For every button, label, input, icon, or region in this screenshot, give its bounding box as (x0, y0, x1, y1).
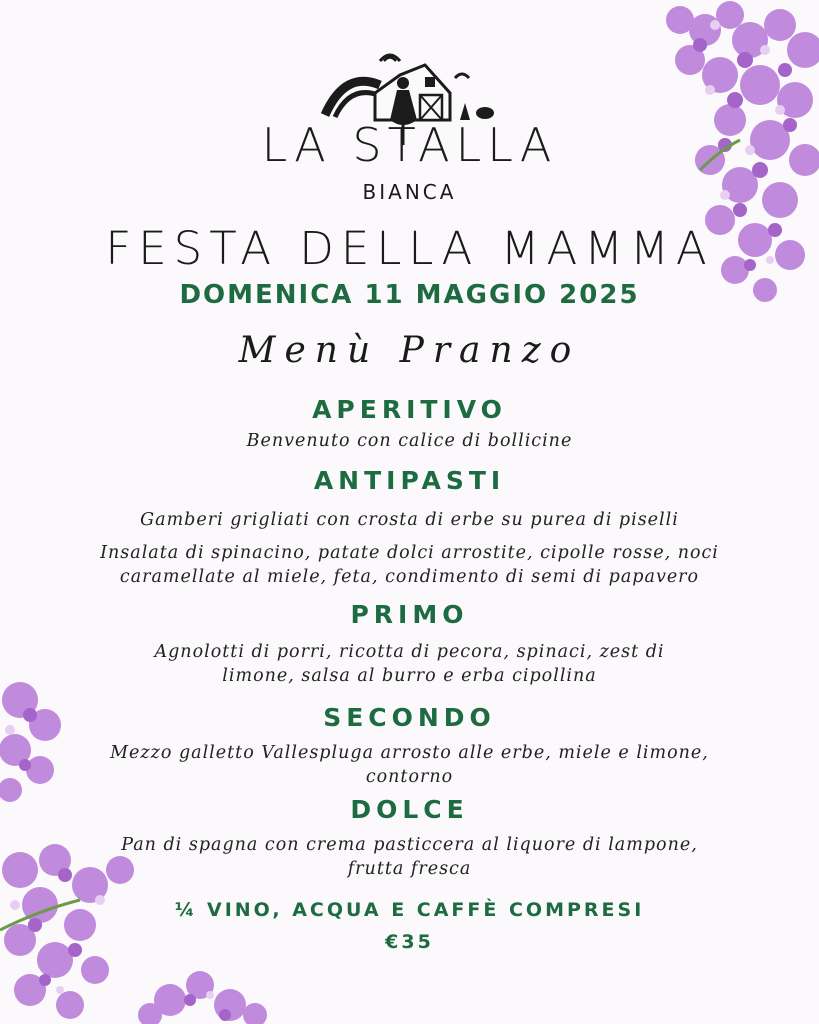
section-secondo (0, 703, 819, 789)
dish-line: Mezzo galletto Vallespluga arrosto alle erbe, miele e limone, (110, 743, 709, 763)
price: €35 (385, 931, 434, 953)
dish-line: contorno (365, 767, 454, 787)
dish-line: frutta fresca (347, 859, 472, 879)
dish-line: Insalata di spinacino, patate dolci arrostite, cipolle rosse, noci (100, 543, 719, 563)
brand-name: LA STALLA (261, 118, 558, 172)
menu-title: Menù Pranzo (238, 330, 581, 371)
section-heading: DOLCE (350, 795, 469, 824)
section-antipasti (0, 466, 819, 589)
dish-line: Benvenuto con calice di bollicine (246, 431, 573, 451)
dish-line: Gamberi grigliati con crosta di erbe su purea di piselli (140, 510, 679, 530)
section-dolce (0, 795, 819, 881)
section-heading: ANTIPASTI (313, 466, 506, 495)
event-title: FESTA DELLA MAMMA (105, 222, 714, 275)
included-note: ¼ VINO, ACQUA E CAFFÈ COMPRESI (174, 899, 645, 921)
section-primo (0, 600, 819, 688)
dish-line: Pan di spagna con crema pasticcera al liquore di lampone, (121, 835, 698, 855)
dish-line: limone, salsa al burro e erba cipollina (222, 666, 597, 686)
event-date: DOMENICA 11 MAGGIO 2025 (179, 280, 640, 310)
section-heading: SECONDO (323, 703, 496, 732)
dish-line: caramellate al miele, feta, condimento di semi di papavero (119, 567, 700, 587)
section-heading: PRIMO (350, 600, 469, 629)
section-aperitivo (0, 395, 819, 453)
brand-subname: BIANCA (362, 180, 457, 204)
section-heading: APERITIVO (312, 395, 507, 424)
dish-line: Agnolotti di porri, ricotta di pecora, spinaci, zest di (154, 642, 665, 662)
